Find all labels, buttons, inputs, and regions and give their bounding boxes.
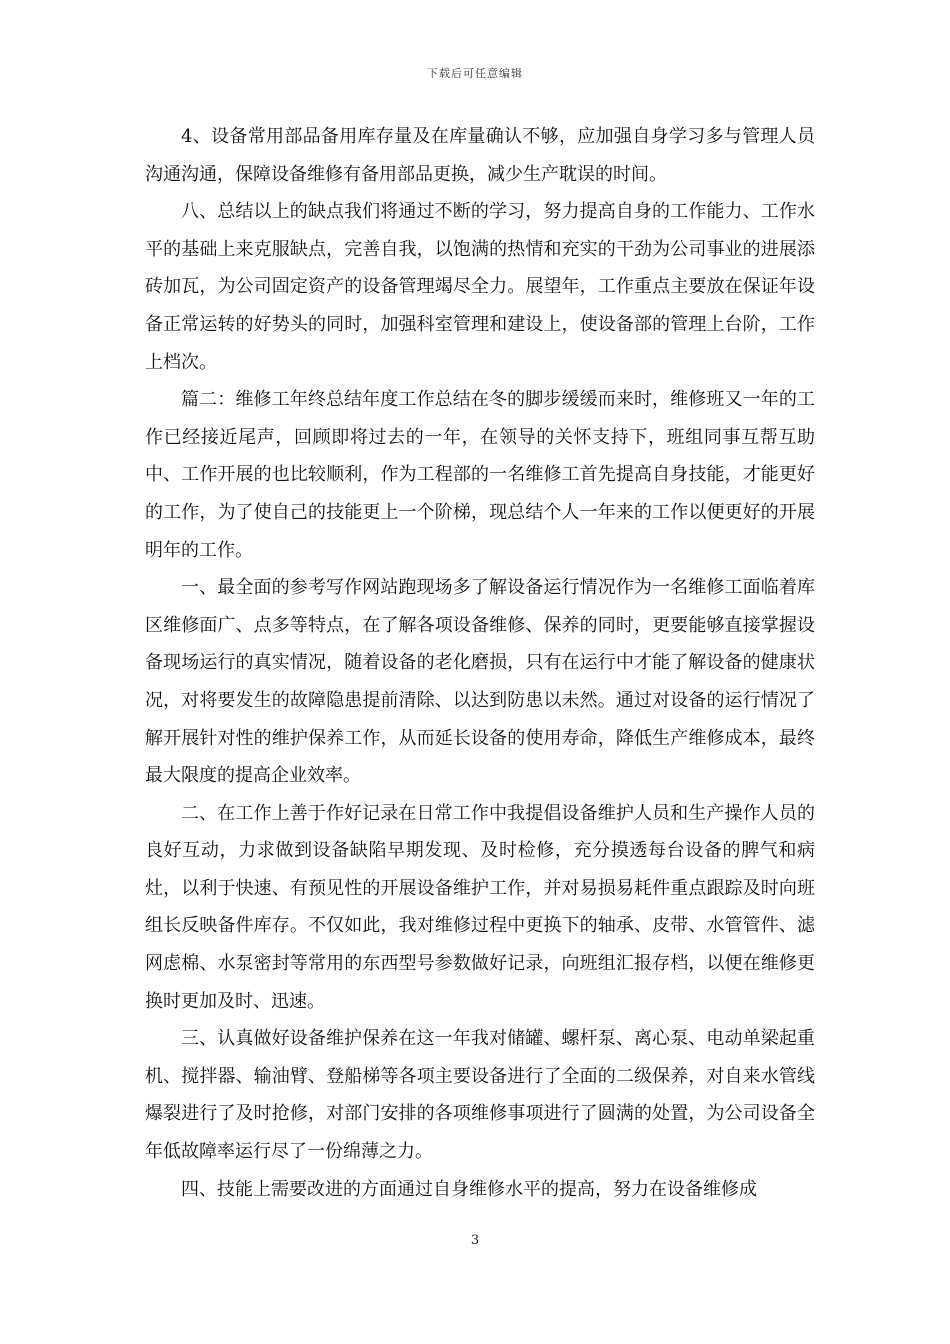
document-body <box>145 118 815 1208</box>
paragraph-part-two-intro: 篇二：维修工年终总结年度工作总结在冬的脚步缓缓而来时，维修班又一年的工作已经接近尾声，回顾即将过去的一年，在领导的关怀支持下，班组同事互帮互助中、工作开展的也比较顺利，作为工程部的一名维修工首先提高自身技能，才能更好的工作，为了使自己的技能更上一个阶梯，现总结个人一年来的工作以便更好的开展明年的工作。 <box>145 389 815 561</box>
paragraph-summary-outlook: 八、总结以上的缺点我们将通过不断的学习，努力提高自身的工作能力、工作水平的基础上来克服缺点，完善自我，以饱满的热情和充实的干劲为公司事业的进展添砖加瓦，为公司固定资产的设备管理竭尽全力。展望年，工作重点主要放在保证年设备正常运转的好势头的同时，加强科室管理和建设上，使设备部的管理上台阶，工作上档次。 <box>145 201 815 373</box>
paragraph-parts-inventory: 4、设备常用部品备用库存量及在库量确认不够，应加强自身学习多与管理人员沟通沟通，保障设备维修有备用部品更换，减少生产耽误的时间。 <box>145 126 815 185</box>
paragraph-section-four: 四、技能上需要改进的方面通过自身维修水平的提高，努力在设备维修成 <box>181 1178 757 1200</box>
page-header: 下载后可任意编辑 <box>427 67 523 80</box>
page-number: 3 <box>470 1233 480 1248</box>
paragraph-section-three: 三、认真做好设备维护保养在这一年我对储罐、螺杆泵、离心泵、电动单梁起重机、搅拌器、输油臂、登船梯等各项主要设备进行了全面的二级保养，对自来水管线爆裂进行了及时抢修，对部门安排的各项维修事项进行了圆满的处置，为公司设备全年低故障率运行尽了一份绵薄之力。 <box>145 1028 815 1163</box>
paragraph-section-two: 二、在工作上善于作好记录在日常工作中我提倡设备维护人员和生产操作人员的良好互动，力求做到设备缺陷早期发现、及时检修，充分摸透每台设备的脾气和病灶，以利于快速、有预见性的开展设备维护工作，并对易损易耗件重点跟踪及时向班组长反映备件库存。不仅如此，我对维修过程中更换下的轴承、皮带、水管管件、滤网虑棉、水泵密封等常用的东西型号参数做好记录，向班组汇报存档，以便在维修更换时更加及时、迅速。 <box>145 802 815 1012</box>
paragraph-section-one: 一、最全面的参考写作网站跑现场多了解设备运行情况作为一名维修工面临着库区维修面广、点多等特点，在了解各项设备维修、保养的同时，更要能够直接掌握设备现场运行的真实情况，随着设备的老化磨损，只有在运行中才能了解设备的健康状况，对将要发生的故障隐患提前清除、以达到防患以未然。通过对设备的运行情况了解开展针对性的维护保养工作，从而延长设备的使用寿命，降低生产维修成本，最终最大限度的提高企业效率。 <box>145 577 815 787</box>
